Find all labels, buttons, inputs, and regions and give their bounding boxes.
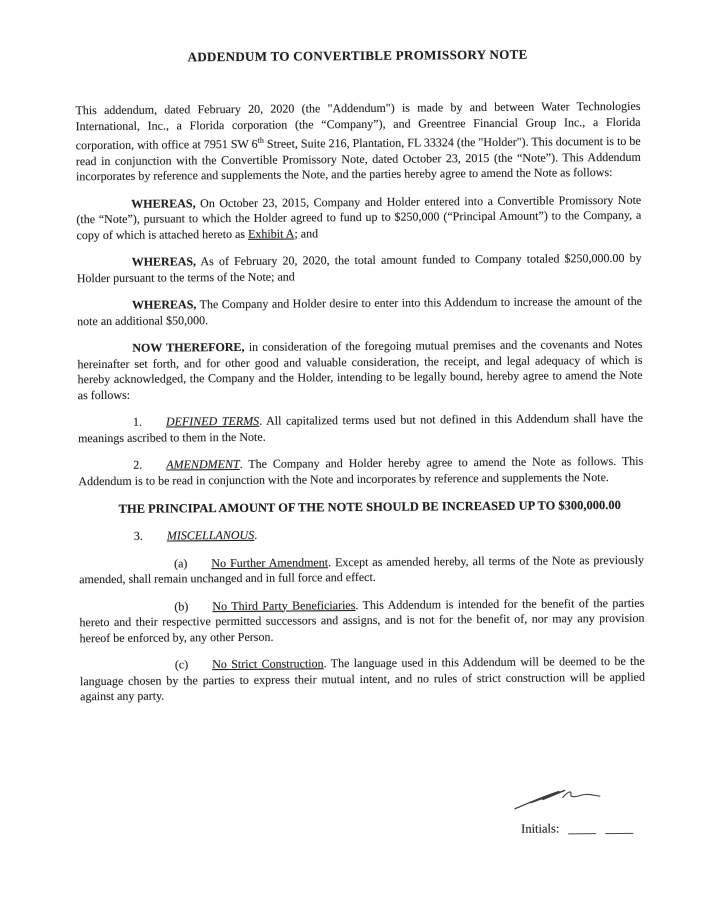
section-1-heading: DEFINED TERMS	[165, 413, 260, 429]
section-1-paragraph	[78, 411, 643, 446]
whereas-text: The Company and Holder desire to enter into this Addendum to increase the amount of the note an additional $50,000.	[77, 293, 643, 328]
subsection-letter: (a)	[173, 555, 188, 570]
section-2-body: . The Company and Holder hereby agree to amend the Note as follows. This Addendum is to be read in conjunction with the Note and incorporates by reference and supplements the Note.	[78, 453, 644, 488]
whereas-paragraph-3	[77, 294, 642, 329]
now-therefore-lead: NOW THEREFORE,	[132, 339, 245, 355]
section-number: 1.	[132, 414, 142, 429]
intro-paragraph	[75, 99, 641, 185]
whereas-lead: WHEREAS,	[131, 195, 196, 211]
initials-block	[521, 800, 646, 841]
subsection-a-body: . Except as amended hereby, all terms of the Note as previously amended, shall remain unchanged and in full force and effect.	[79, 552, 645, 587]
initials-label: Initials:	[521, 820, 560, 836]
whereas-lead: WHEREAS,	[131, 254, 197, 269]
subsection-c-heading: No Strict Construction	[212, 656, 324, 672]
intro-text-1: This addendum, dated February 20, 2020 (the "Addendum") is made by and between Water Technologies International, Inc., a Florida corporation (the “Company”), and Greentree Financial Group Inc., a Florida corporation, with office at 7951 SW 6	[75, 98, 641, 153]
section-number: 3.	[133, 528, 143, 543]
document-title: ADDENDUM TO CONVERTIBLE PROMISSORY NOTE	[187, 46, 528, 65]
subsection-b-body: . This Addendum is intended for the benefit of the parties hereto and their respective permitted successors and assigns, and is not for the benefit of, nor may any provision hereof be enforced by, any other Person.	[79, 595, 645, 645]
initials-blank-2	[605, 820, 633, 833]
subsection-letter: (b)	[174, 598, 189, 613]
whereas-paragraph-1	[76, 192, 641, 243]
subsection-letter: (c)	[174, 657, 189, 672]
whereas-text-end: ; and	[294, 225, 319, 241]
section-number: 2.	[133, 457, 143, 472]
subsection-b-paragraph	[79, 595, 644, 646]
subsection-a-paragraph	[79, 552, 644, 587]
signature-scribble	[513, 785, 605, 814]
subsection-c-paragraph	[80, 654, 645, 705]
section-3-paragraph	[79, 525, 644, 545]
intro-text-2: Street, Suite 216, Plantation, FL 33324 (the "Holder"). This document is to be read in conjunction with the Convertible Promissory Note, dated October 23, 2015 (the “Note”). This Addendum incorporates by reference and supplements the Note, and the parties hereby agree to amend the Note as follows:	[75, 133, 641, 184]
subsection-a-heading: No Further Amendment	[211, 554, 329, 570]
now-therefore-paragraph	[77, 337, 642, 403]
section-3-heading: MISCELLANOUS	[166, 527, 255, 543]
amendment-statement: THE PRINCIPAL AMOUNT OF THE NOTE SHOULD BE INCREASED UP TO $300,000.00	[118, 497, 621, 516]
section-2-heading: AMENDMENT	[166, 456, 240, 472]
initials-blank-1	[568, 821, 596, 834]
whereas-lead: WHEREAS,	[131, 297, 197, 312]
ordinal-superscript: th	[257, 135, 264, 145]
document-content	[75, 46, 646, 845]
subsection-b-heading: No Third Party Beneficiaries	[212, 597, 356, 613]
subsection-c-body: . The language used in this Addendum will be deemed to be the language chosen by the parties to express their mutual intent, and no rules of strict construction will be applied against any party.	[79, 653, 645, 704]
initials-line	[521, 818, 633, 836]
now-therefore-text: in consideration of the foregoing mutual premises and the covenants and Notes hereinafter set forth, and for other good and valuable consideration, the receipt, and legal adequacy of which is hereby acknowledged, the Company and the Holder, intending to be legally bound, hereby agree to amend the Note as follows:	[77, 336, 643, 402]
whereas-text: On October 23, 2015, Company and Holder entered into a Convertible Promissory Note (the “Note”), pursuant to which the Holder agreed to fund up to $250,000 (“Principal Amount”) to the Company, a copy of which is attached hereto as	[76, 192, 642, 242]
section-3-period: .	[254, 527, 258, 542]
whereas-paragraph-2	[77, 251, 642, 286]
section-1-body: . All capitalized terms used but not defined in this Addendum shall have the meanings ascribed to them in the Note.	[77, 410, 643, 445]
exhibit-a-reference: Exhibit A	[248, 226, 295, 241]
whereas-text: As of February 20, 2020, the total amount funded to Company totaled $250,000.00 by Holder pursuant to the terms of the Note; and	[76, 250, 642, 285]
section-2-paragraph	[78, 454, 643, 489]
